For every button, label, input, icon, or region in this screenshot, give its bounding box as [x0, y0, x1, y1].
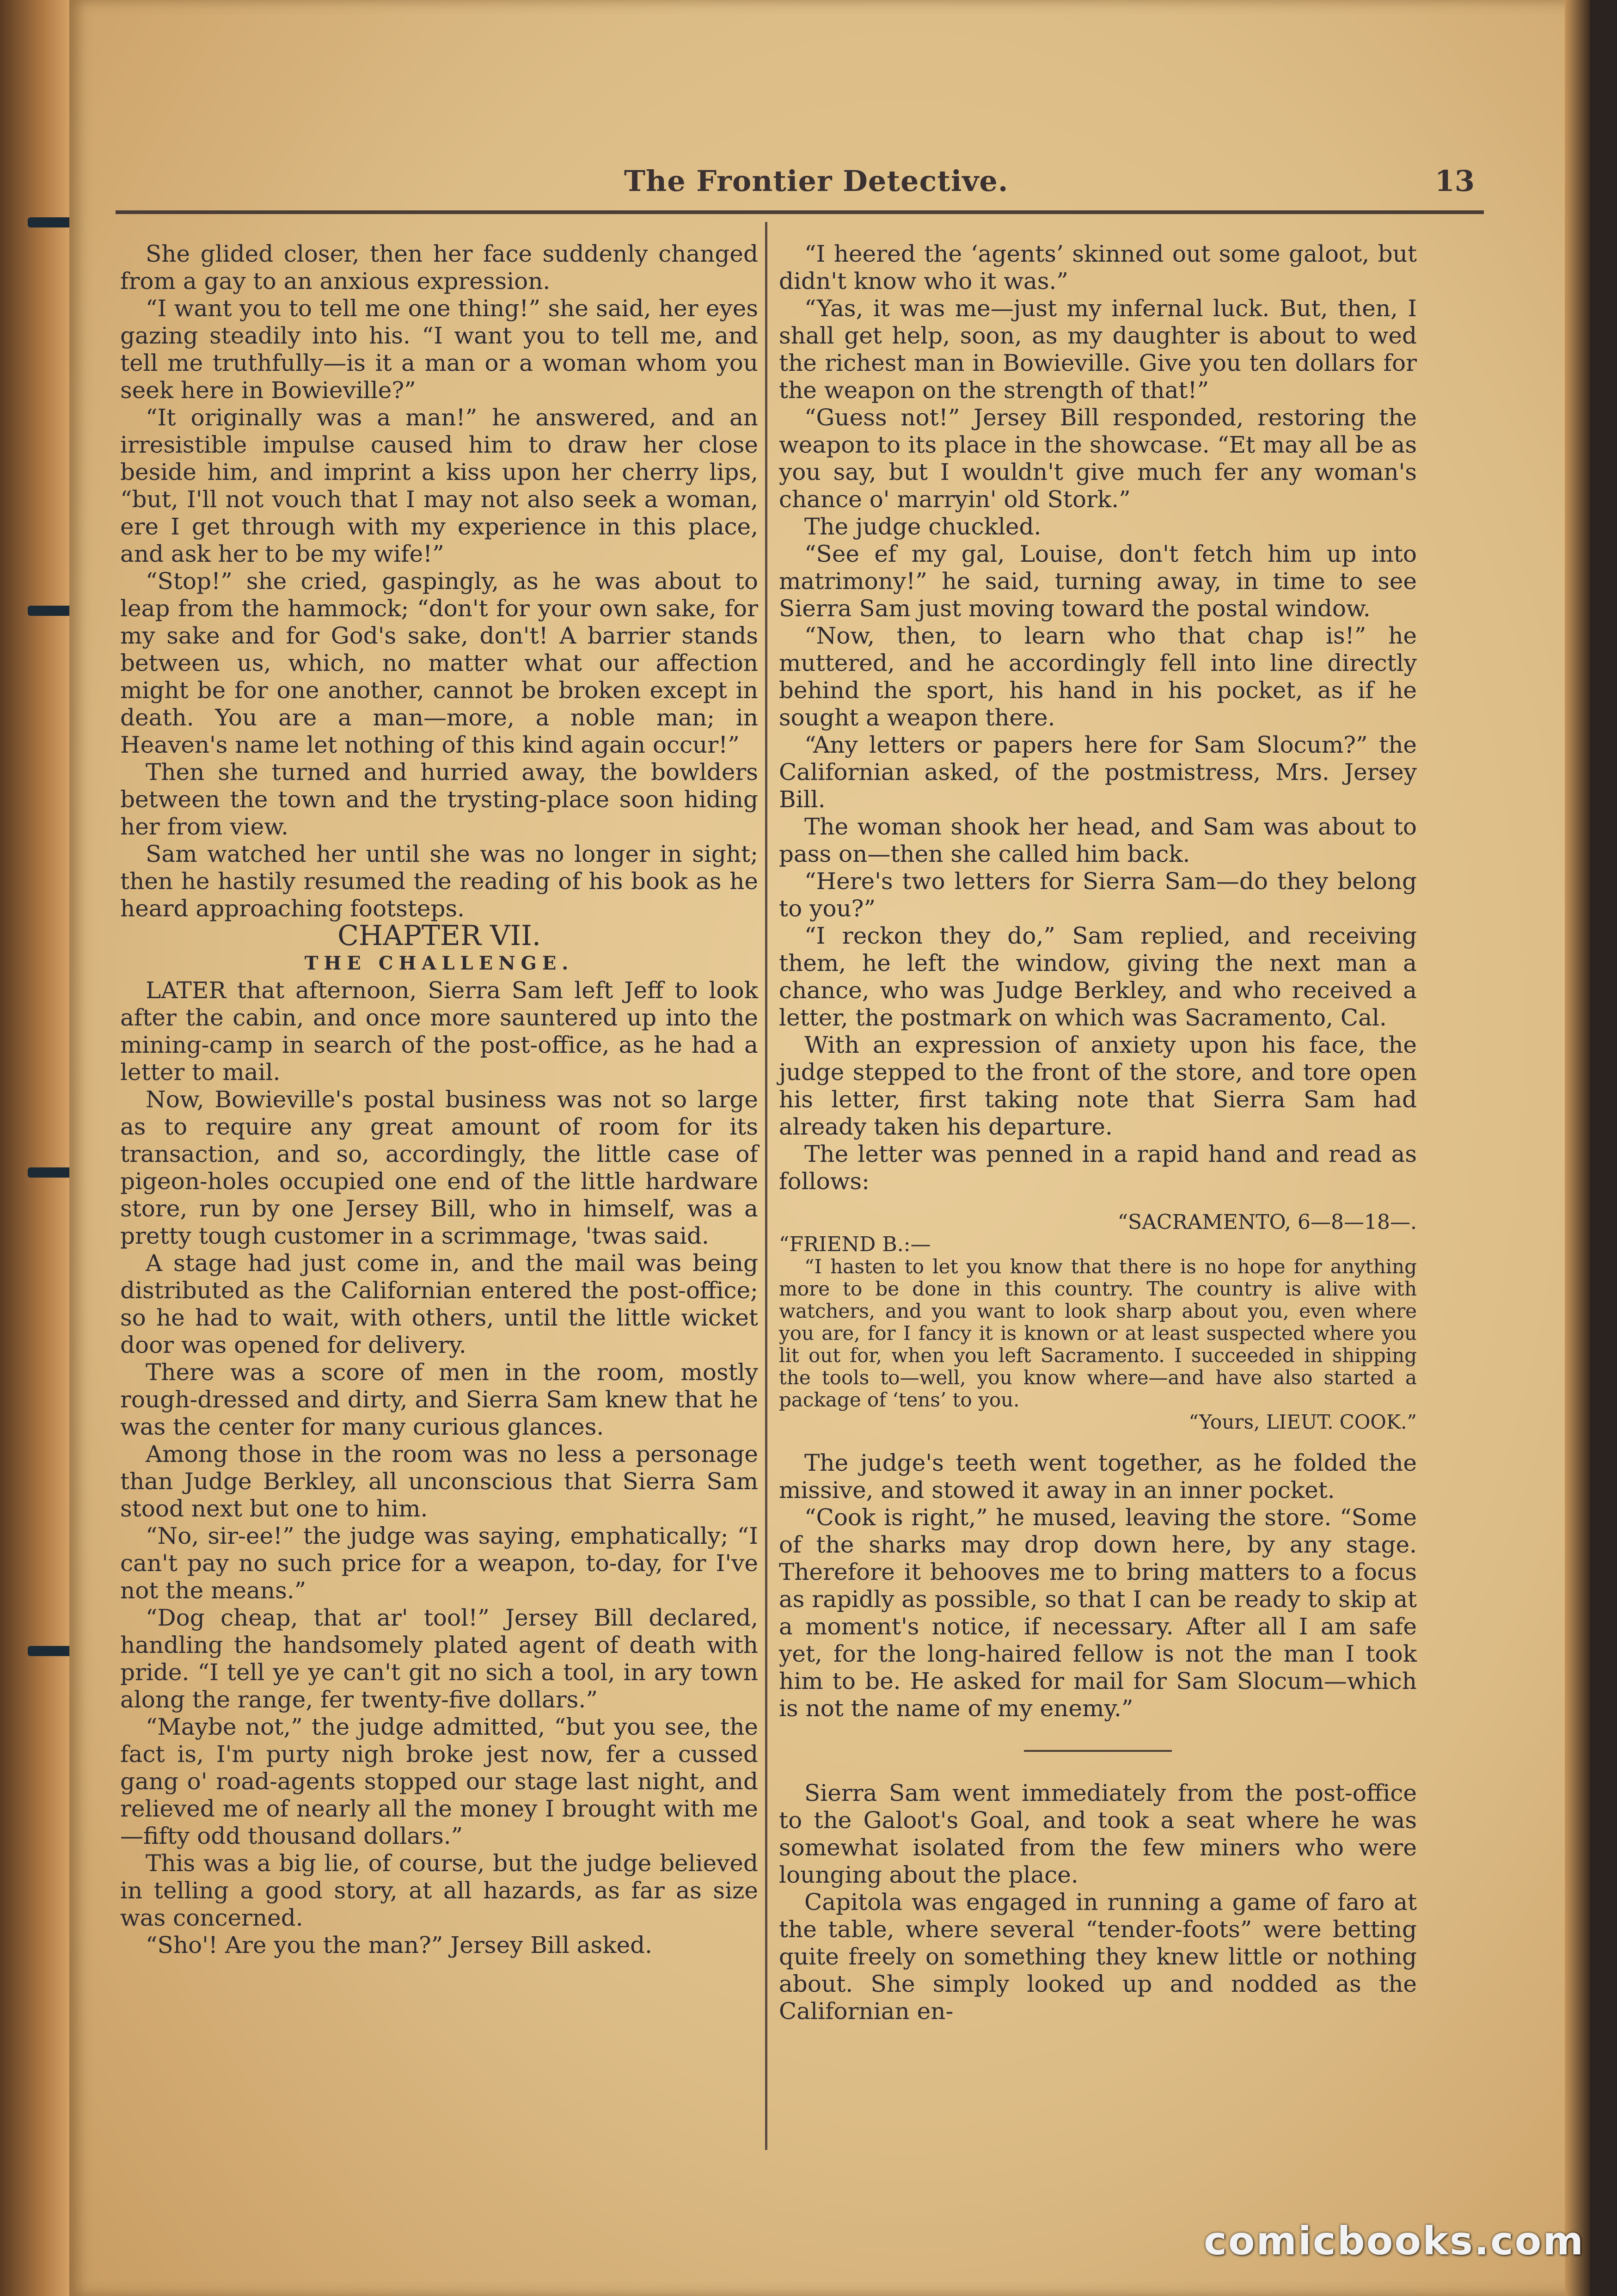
- paragraph: “It originally was a man!” he answered, and an irresistible impulse caused him to draw her close beside him, and imprint a kiss upon her cherry lips, “but, I'll not vouch that I may not also seek a woman, ere I get through with my experience in this place, and ask her to be my wife!”: [120, 404, 758, 567]
- page-number: 13: [1434, 164, 1475, 198]
- paragraph: The judge chuckled.: [804, 513, 1041, 540]
- paragraph: “Dog cheap, that ar' tool!” Jersey Bill declared, handling the handsomely plated agent of death with pride. “I tell ye ye can't git no sich a tool, in ary town along the range, fer twenty-five dollars.”: [120, 1604, 758, 1713]
- running-header: [116, 160, 1484, 214]
- letter-body: “I hasten to let you know that there is no hope for anything more to be done in this country. The country is alive with watchers, and you want to look sharp about you, even where you are, for I fancy it is known or at least suspected where you lit out for, when you left Sacramento. I succeeded in shipping the tools to—well, you know where—and have also started a package of ‘tens’ to you.: [779, 1255, 1417, 1411]
- paragraph: With an expression of anxiety upon his face, the judge stepped to the front of the store, and tore open his letter, first taking note that Sierra Sam had already taken his departure.: [779, 1031, 1417, 1140]
- paragraph: Sam watched her until she was no longer in sight; then he hastily resumed the reading of his book as he heard approaching footsteps.: [120, 841, 758, 922]
- paragraph: “Cook is right,” he mused, leaving the store. “Some of the sharks may drop down here, by any stage. Therefore it behooves me to bring matters to a focus as rapidly as possible, so that I can be ready to skip at a moment's notice, if necessary. After all I am safe yet, for the long-haired fellow is not the man I took him to be. He asked for mail for Sam Slocum—which is not the name of my enemy.”: [779, 1504, 1417, 1722]
- running-title: The Frontier Detective.: [624, 164, 1009, 198]
- paragraph: “Here's two letters for Sierra Sam—do they belong to you?”: [779, 868, 1417, 922]
- paragraph: This was a big lie, of course, but the judge believed in telling a good story, at all hazards, as far as size was concerned.: [120, 1850, 758, 1931]
- column-divider: [765, 222, 767, 2150]
- paragraph: Sierra Sam went immediately from the post-office to the Galoot's Goal, and took a seat where he was somewhat isolated from the few miners who were lounging about the place.: [779, 1780, 1417, 1888]
- letter-dateline: “SACRAMENTO, 6—8—18—.: [1117, 1210, 1417, 1234]
- paragraph: The judge's teeth went together, as he folded the missive, and stowed it away in an inner pocket.: [779, 1449, 1417, 1504]
- paragraph: Among those in the room was no less a personage than Judge Berkley, all unconscious that Sierra Sam stood next but one to him.: [120, 1441, 758, 1522]
- paragraph: There was a score of men in the room, mostly rough-dressed and dirty, and Sierra Sam knew that he was the center for many curious glances.: [120, 1359, 758, 1440]
- paragraph: Now, Bowieville's postal business was not so large as to require any great amount of room for its transaction, and so, accordingly, the little case of pigeon-holes occupied one end of the little hardware store, run by one Jersey Bill, who in himself, was a pretty tough customer in a scrimmage, 'twas said.: [120, 1086, 758, 1249]
- paragraph: Then she turned and hurried away, the bowlders between the town and the trysting-place soon hiding her from view.: [120, 759, 758, 840]
- paragraph: “Any letters or papers here for Sam Slocum?” the Californian asked, of the postmistress, Mrs. Jersey Bill.: [779, 731, 1417, 813]
- left-column: [120, 240, 758, 1959]
- watermark: comicbooks.com: [1204, 2218, 1585, 2264]
- paragraph: She glided closer, then her face suddenly changed from a gay to an anxious expression.: [120, 240, 758, 295]
- section-break-rule: [1024, 1750, 1172, 1752]
- paragraph: “See ef my gal, Louise, don't fetch him up into matrimony!” he said, turning away, in time to see Sierra Sam just moving toward the postal window.: [779, 540, 1417, 622]
- paragraph: “Stop!” she cried, gaspingly, as he was about to leap from the hammock; “don't for your own sake, for my sake and for God's sake, don't! A barrier stands between us, which, no matter what our affection might be for one another, cannot be broken except in death. You are a man—more, a noble man; in Heaven's name let nothing of this kind again occur!”: [120, 568, 758, 758]
- chapter-title: CHAPTER VII.: [337, 920, 541, 952]
- letter-signoff: “Yours, LIEUT. COOK.”: [1188, 1411, 1417, 1433]
- paragraph: “Yas, it was me—just my infernal luck. But, then, I shall get help, soon, as my daughter is about to wed the richest man in Bowieville. Give you ten dollars for the weapon on the strength of that!”: [779, 295, 1417, 404]
- paragraph: “I want you to tell me one thing!” she said, her eyes gazing steadily into his. “I want you to tell me, and tell me truthfully—is it a man or a woman whom you seek here in Bowieville?”: [120, 295, 758, 404]
- paragraph: Capitola was engaged in running a game of faro at the table, where several “tender-foots” were betting quite freely on something they knew little or nothing about. She simply looked up and nodded as the Californian en-: [779, 1889, 1417, 2025]
- right-column: [779, 240, 1417, 2025]
- paragraph: “Sho'! Are you the man?” Jersey Bill asked.: [146, 1932, 653, 1958]
- paragraph: A stage had just come in, and the mail was being distributed as the Californian entered the post-office; so he had to wait, with others, until the little wicket door was opened for delivery.: [120, 1250, 758, 1358]
- paragraph: “Guess not!” Jersey Bill responded, restoring the weapon to its place in the showcase. “Et may all be as you say, but I wouldn't give much fer any woman's chance o' marryin' old Stork.”: [779, 404, 1417, 513]
- paragraph: “No, sir-ee!” the judge was saying, emphatically; “I can't pay no such price for a weapon, to-day, for I've not the means.”: [120, 1522, 758, 1604]
- paragraph: The letter was penned in a rapid hand and read as follows:: [779, 1141, 1417, 1195]
- paragraph: “Maybe not,” the judge admitted, “but you see, the fact is, I'm purty nigh broke jest now, fer a cussed gang o' road-agents stopped our stage last night, and relieved me of nearly all the money I brought with me—fifty odd thousand dollars.”: [120, 1713, 758, 1849]
- paragraph: LATER that afternoon, Sierra Sam left Jeff to look after the cabin, and once more sauntered up into the mining-camp in search of the post-office, as he had a letter to mail.: [120, 977, 758, 1086]
- letter-salutation: “FRIEND B.:—: [779, 1233, 931, 1256]
- chapter-subtitle: THE CHALLENGE.: [304, 952, 574, 974]
- paragraph: “Now, then, to learn who that chap is!” he muttered, and he accordingly fell into line directly behind the sport, his hand in his pocket, as if he sought a weapon there.: [779, 622, 1417, 731]
- paragraph: The woman shook her head, and Sam was about to pass on—then she called him back.: [779, 813, 1417, 867]
- paragraph: “I reckon they do,” Sam replied, and receiving them, he left the window, giving the next man a chance, who was Judge Berkley, and who received a letter, the postmark on which was Sacramento, Cal.: [779, 922, 1417, 1031]
- quoted-letter: [779, 1211, 1417, 1433]
- page-edge: [1565, 0, 1590, 2296]
- paragraph: “I heered the ‘agents’ skinned out some galoot, but didn't know who it was.”: [779, 240, 1417, 295]
